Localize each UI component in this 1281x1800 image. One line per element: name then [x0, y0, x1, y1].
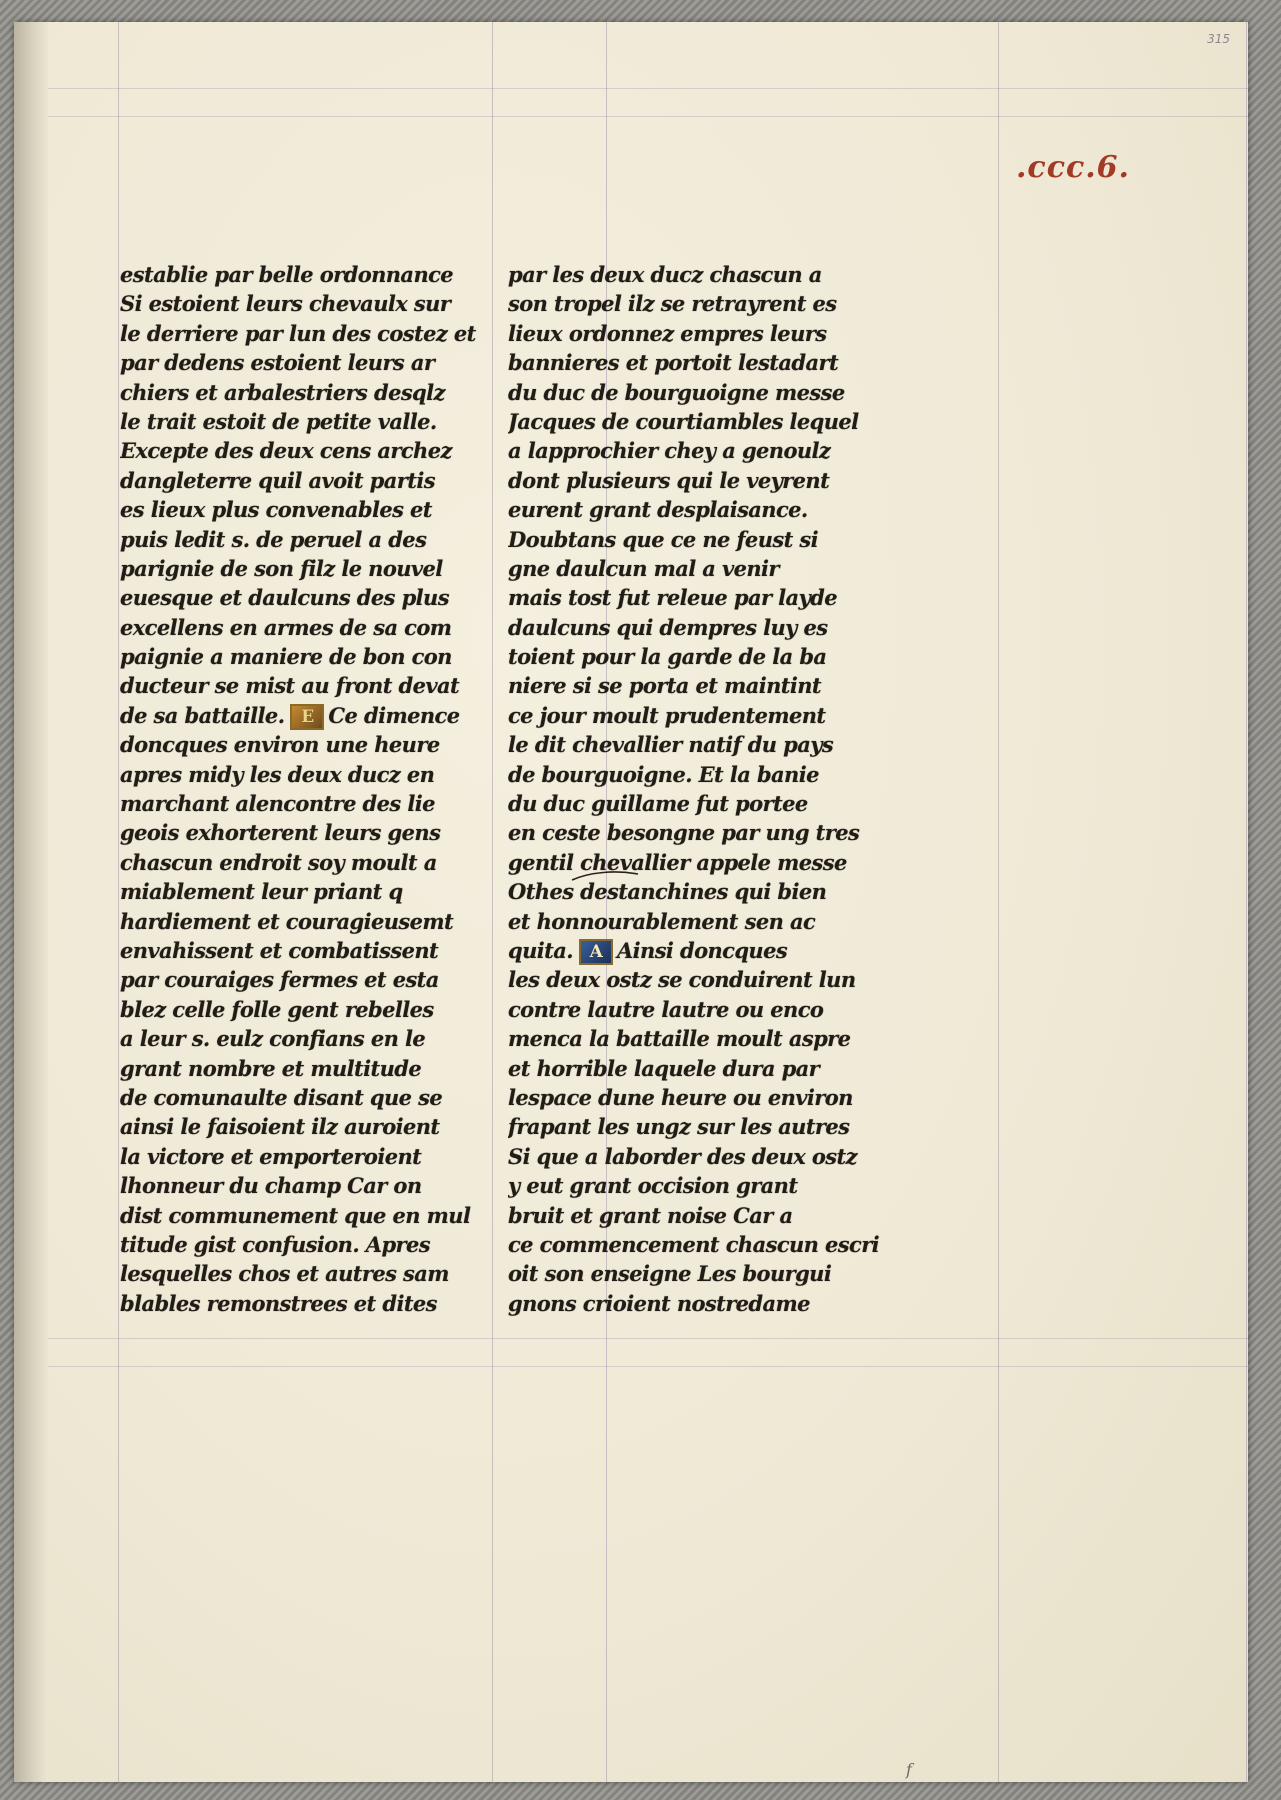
text-line	[120, 495, 500, 524]
line-text: chiers et arbalestriers desqlz	[120, 379, 445, 405]
text-line	[120, 1142, 500, 1171]
ruling-line	[48, 1338, 1248, 1339]
text-line	[120, 289, 500, 318]
text-line	[120, 701, 500, 730]
ruling-line	[48, 1366, 1248, 1367]
line-text: de sa battaille.	[120, 702, 285, 728]
text-line	[508, 1112, 888, 1141]
folio-running-title: .ccc.6.	[1015, 150, 1130, 185]
line-text: lieux ordonnez empres leurs	[508, 320, 827, 346]
line-text: les deux ostz se conduirent lun	[508, 967, 856, 993]
text-line	[120, 1230, 500, 1259]
line-text: Excepte des deux cens archez	[120, 438, 452, 464]
text-line	[120, 554, 500, 583]
text-line	[120, 730, 500, 759]
line-text: establie par belle ordonnance	[120, 262, 454, 287]
text-line	[508, 730, 888, 759]
text-line	[508, 260, 888, 289]
line-text: Ce dimence	[328, 702, 460, 728]
text-column-right	[508, 260, 888, 1318]
text-line	[120, 642, 500, 671]
text-line	[120, 378, 500, 407]
line-text: marchant alencontre des lie	[120, 791, 435, 817]
line-text: geois exhorterent leurs gens	[120, 820, 441, 846]
text-line	[120, 260, 500, 289]
text-line	[508, 1054, 888, 1083]
text-line	[508, 701, 888, 730]
text-line	[120, 348, 500, 377]
line-text: mais tost fut releue par layde	[508, 585, 837, 611]
text-line	[508, 848, 888, 877]
text-line	[120, 1171, 500, 1200]
line-text: dist communement que en mul	[120, 1202, 471, 1228]
line-text: par dedens estoient leurs ar	[120, 350, 435, 376]
text-line	[120, 1112, 500, 1141]
line-text: grant nombre et multitude	[120, 1055, 422, 1081]
text-line	[120, 407, 500, 436]
line-text: par les deux ducz chascun a	[508, 262, 822, 287]
line-text: y eut grant occision grant	[508, 1173, 798, 1199]
line-text: du duc de bourguoigne messe	[508, 379, 845, 405]
line-text: oit son enseigne Les bourgui	[508, 1261, 832, 1287]
line-text: gne daulcun mal a venir	[508, 555, 779, 581]
text-line	[120, 936, 500, 965]
text-line	[120, 319, 500, 348]
line-text: quita.	[508, 937, 573, 963]
text-line	[508, 760, 888, 789]
text-line	[120, 583, 500, 612]
line-text: hardiement et couragieusemt	[120, 908, 454, 934]
text-line	[120, 995, 500, 1024]
ruling-line	[1246, 22, 1247, 1782]
text-line	[120, 613, 500, 642]
text-line	[508, 907, 888, 936]
text-line	[120, 1054, 500, 1083]
line-text: le trait estoit de petite valle.	[120, 408, 437, 434]
text-line	[508, 1083, 888, 1112]
ruling-line	[998, 22, 999, 1782]
line-text: ce commencement chascun escri	[508, 1231, 880, 1257]
line-text: bruit et grant noise Car a	[508, 1202, 793, 1228]
text-line	[508, 1259, 888, 1288]
line-text: Si estoient leurs chevaulx sur	[120, 291, 451, 317]
line-text: et honnourablement sen ac	[508, 908, 816, 934]
illuminated-initial: A	[579, 939, 613, 965]
line-text: dangleterre quil avoit partis	[120, 467, 435, 493]
line-text: apres midy les deux ducz en	[120, 761, 435, 787]
text-line	[508, 936, 888, 965]
text-line	[120, 907, 500, 936]
text-line	[508, 319, 888, 348]
text-line	[120, 789, 500, 818]
text-line	[508, 642, 888, 671]
line-text: dont plusieurs qui le veyrent	[508, 467, 830, 493]
line-text: Si que a laborder des deux ostz	[508, 1143, 857, 1169]
line-text: excellens en armes de sa com	[120, 614, 452, 640]
text-line	[120, 671, 500, 700]
line-text: niere si se porta et maintint	[508, 673, 822, 699]
folio-number: 315	[1207, 32, 1230, 46]
line-text: toient pour la garde de la ba	[508, 644, 827, 670]
text-line	[120, 1259, 500, 1288]
text-line	[508, 1171, 888, 1200]
line-text: contre lautre lautre ou enco	[508, 996, 824, 1022]
line-text: lhonneur du champ Car on	[120, 1173, 422, 1199]
line-text: parignie de son filz le nouvel	[120, 555, 443, 581]
line-text: paignie a maniere de bon con	[120, 644, 452, 670]
text-line	[120, 818, 500, 847]
text-line	[508, 1024, 888, 1053]
line-text: a lapprochier chey a genoulz	[508, 438, 831, 464]
text-line	[120, 965, 500, 994]
line-text: envahissent et combatissent	[120, 937, 439, 963]
text-line	[508, 378, 888, 407]
ruling-line	[48, 88, 1248, 89]
line-text: du duc guillame fut portee	[508, 791, 808, 817]
illuminated-initial: E	[290, 704, 324, 730]
line-text: son tropel ilz se retrayrent es	[508, 291, 837, 317]
text-line	[120, 1289, 500, 1318]
text-line	[120, 760, 500, 789]
line-text: gentil chevallier appele messe	[508, 849, 847, 875]
line-text: doncques environ une heure	[120, 732, 440, 758]
line-text: ce jour moult prudentement	[508, 702, 826, 728]
text-line	[508, 1230, 888, 1259]
line-text: daulcuns qui dempres luy es	[508, 614, 828, 640]
text-line	[508, 995, 888, 1024]
line-text: blez celle folle gent rebelles	[120, 996, 434, 1022]
line-text: en ceste besongne par ung tres	[508, 820, 860, 846]
text-line	[120, 525, 500, 554]
text-column-left	[120, 260, 500, 1318]
text-line	[508, 671, 888, 700]
line-text: ducteur se mist au front devat	[120, 673, 460, 699]
line-text: puis ledit s. de peruel a des	[120, 526, 427, 552]
line-text: menca la battaille moult aspre	[508, 1026, 851, 1052]
text-line	[120, 1201, 500, 1230]
manuscript-page	[14, 22, 1248, 1782]
text-line	[120, 1024, 500, 1053]
line-text: ainsi le faisoient ilz auroient	[120, 1114, 440, 1140]
text-line	[508, 1201, 888, 1230]
text-line	[508, 583, 888, 612]
line-text: eurent grant desplaisance.	[508, 497, 808, 523]
text-line	[508, 289, 888, 318]
ruling-line	[48, 116, 1248, 117]
text-line	[120, 1083, 500, 1112]
text-line	[508, 436, 888, 465]
line-text: es lieux plus convenables et	[120, 497, 432, 523]
text-line	[508, 613, 888, 642]
line-text: chascun endroit soy moult a	[120, 849, 437, 875]
line-text: blables remonstrees et dites	[120, 1290, 437, 1316]
text-line	[508, 1142, 888, 1171]
text-line	[120, 436, 500, 465]
text-line	[508, 407, 888, 436]
line-text: de bourguoigne. Et la banie	[508, 761, 819, 787]
line-text: de comunaulte disant que se	[120, 1084, 443, 1110]
line-text: lesquelles chos et autres sam	[120, 1261, 449, 1287]
text-line	[508, 348, 888, 377]
line-text: a leur s. eulz confians en le	[120, 1026, 426, 1052]
ruling-line	[118, 22, 119, 1782]
text-line	[508, 525, 888, 554]
line-text: euesque et daulcuns des plus	[120, 585, 449, 611]
line-text: et horrible laquele dura par	[508, 1055, 820, 1081]
text-line	[120, 877, 500, 906]
line-text: la victore et emporteroient	[120, 1143, 422, 1169]
text-line	[508, 466, 888, 495]
text-line	[508, 877, 888, 906]
marginal-flourish	[570, 868, 640, 884]
line-text: miablement leur priant q	[120, 879, 403, 905]
text-line	[120, 848, 500, 877]
text-line	[508, 495, 888, 524]
line-text: le derriere par lun des costez et	[120, 320, 476, 346]
text-line	[120, 466, 500, 495]
line-text: par couraiges fermes et esta	[120, 967, 439, 993]
page-gutter	[14, 22, 48, 1782]
text-line	[508, 818, 888, 847]
line-text: titude gist confusion. Apres	[120, 1231, 430, 1257]
line-text: le dit chevallier natif du pays	[508, 732, 834, 758]
text-line	[508, 554, 888, 583]
line-text: frapant les ungz sur les autres	[508, 1114, 850, 1140]
catchword: f	[906, 1760, 912, 1779]
line-text: Ainsi doncques	[616, 937, 788, 963]
line-text: gnons crioient nostredame	[508, 1290, 810, 1316]
line-text: lespace dune heure ou environ	[508, 1084, 853, 1110]
text-line	[508, 1289, 888, 1318]
line-text: Othes destanchines qui bien	[508, 879, 827, 905]
text-line	[508, 789, 888, 818]
line-text: bannieres et portoit lestadart	[508, 350, 839, 376]
text-line	[508, 965, 888, 994]
line-text: Jacques de courtiambles lequel	[508, 408, 859, 434]
line-text: Doubtans que ce ne feust si	[508, 526, 818, 552]
